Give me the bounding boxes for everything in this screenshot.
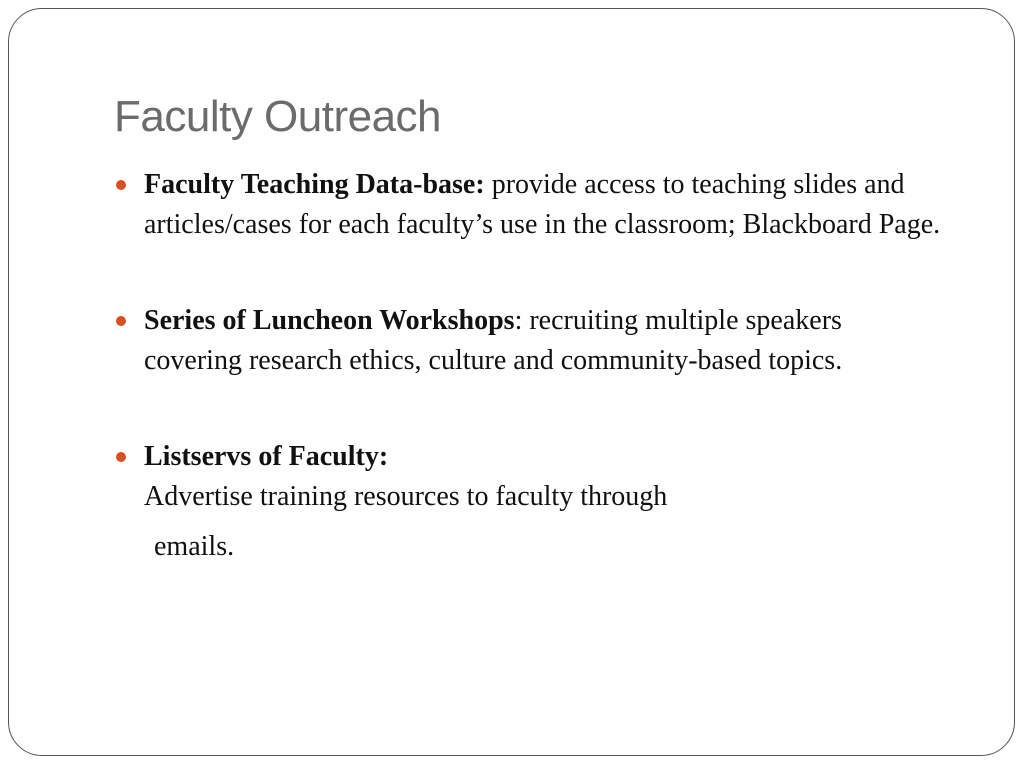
bullet-item-teaching-database [116,165,946,245]
slide-title: Faculty Outreach [114,92,442,141]
bullet-text: provide access to teaching slides and articles/cases for each faculty’s use in the classroom; Blackboard Page. [144,169,941,240]
bullet-item-luncheon-workshops [116,301,946,381]
bullet-text: : recruiting multiple speakers covering research ethics, culture and community-based topics. [144,305,843,376]
bullet-text-continued: emails. [154,531,235,562]
bullet-heading: Faculty Teaching Data-base: [144,169,485,200]
bullet-heading: Listservs of Faculty: [144,441,389,472]
bullet-heading: Series of Luncheon Workshops [144,305,515,336]
bullet-dot-icon [116,180,126,190]
bullet-dot-icon [116,316,126,326]
bullet-dot-icon [116,452,126,462]
bullet-list [116,165,946,567]
bullet-text: Advertise training resources to faculty through [144,481,668,512]
bullet-item-listservs [116,437,946,567]
